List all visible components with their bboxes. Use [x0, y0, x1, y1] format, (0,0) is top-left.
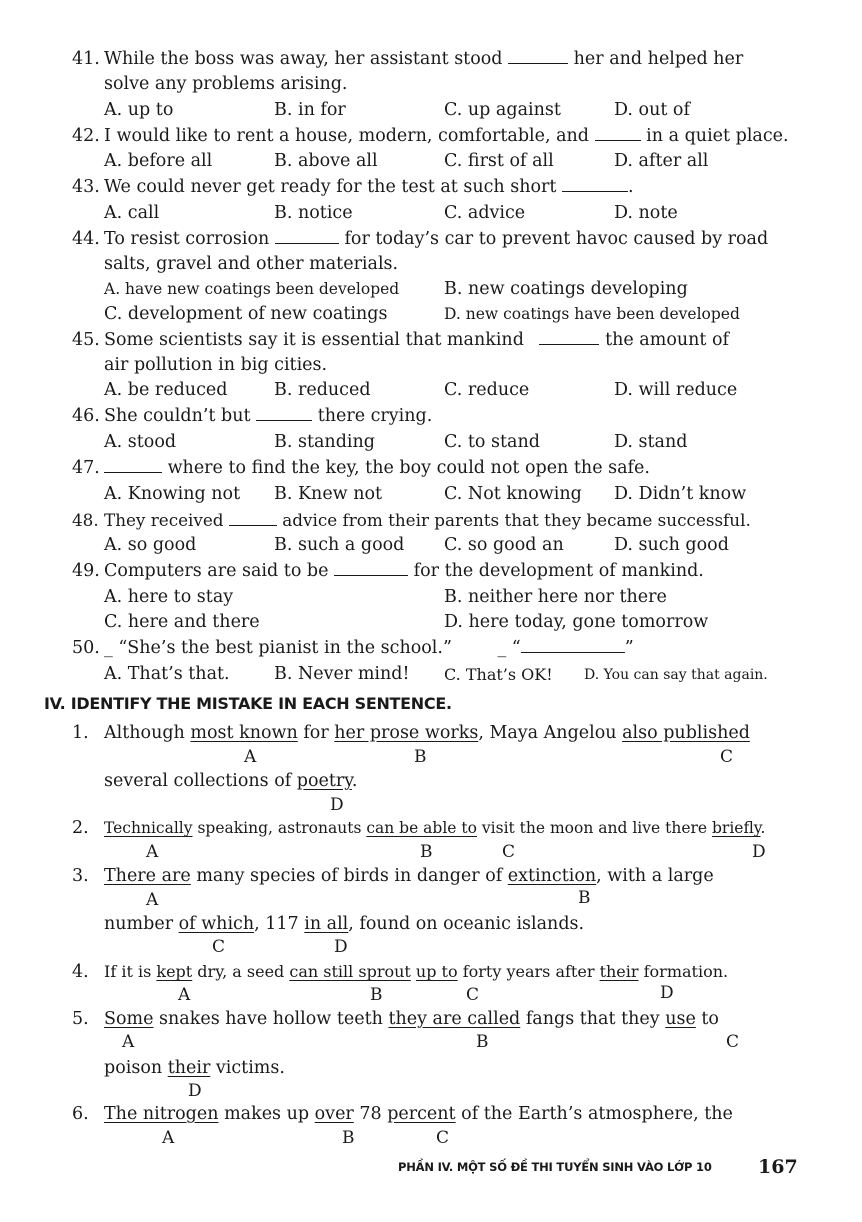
running-footer: PHẦN IV. MỘT SỐ ĐỀ THI TUYỂN SINH VÀO LỚP 10: [398, 1160, 712, 1174]
label-a: A: [178, 985, 191, 1005]
option-c: C. up against: [444, 100, 561, 120]
answer-blank: [275, 227, 339, 244]
option-d: D. here today, gone tomorrow: [444, 612, 709, 632]
option-b: B. new coatings developing: [444, 279, 688, 299]
option-a: A. have new coatings been developed: [104, 280, 400, 298]
option-c: C. first of all: [444, 151, 554, 171]
option-b: B. such a good: [274, 535, 405, 555]
option-b: B. standing: [274, 432, 375, 452]
option-c: C. to stand: [444, 432, 540, 452]
label-c: C: [436, 1128, 450, 1148]
option-d: D. such good: [614, 535, 729, 555]
answer-blank: [539, 328, 599, 345]
label-d: D: [752, 842, 766, 862]
mistake-item-5-cont: poison their victims.: [104, 1058, 285, 1078]
option-a: A. stood: [104, 432, 177, 452]
answer-blank: [508, 47, 568, 64]
question-44: 44. To resist corrosion for today’s car to prevent havoc caused by road: [72, 229, 769, 249]
option-d: D. You can say that again.: [584, 667, 768, 683]
answer-blank: [334, 559, 408, 576]
answer-blank: [562, 175, 628, 192]
option-b: B. neither here nor there: [444, 587, 667, 607]
option-d: D. out of: [614, 100, 690, 120]
question-50: 50. _ “She’s the best pianist in the school.” _ “ ”: [72, 638, 634, 658]
label-b: B: [342, 1128, 355, 1148]
label-d: D: [334, 937, 348, 957]
mistake-item-1-cont: several collections of poetry.: [104, 771, 358, 791]
option-b: B. Never mind!: [274, 664, 410, 684]
label-a: A: [146, 890, 159, 910]
question-number: 41.: [72, 49, 100, 69]
option-d: D. after all: [614, 151, 709, 171]
option-d: D. Didn’t know: [614, 484, 747, 504]
option-c: C. That’s OK!: [444, 665, 553, 684]
option-a: A. so good: [104, 535, 197, 555]
option-c: C. development of new coatings: [104, 304, 388, 324]
mistake-item-6: 6. The nitrogen makes up over 78 percent of the Earth’s atmosphere, the: [72, 1104, 733, 1124]
question-42: 42. I would like to rent a house, modern, comfortable, and in a quiet place.: [72, 126, 789, 146]
option-c: C. here and there: [104, 612, 260, 632]
option-a: A. Knowing not: [104, 484, 241, 504]
answer-blank: [521, 636, 625, 653]
option-d: D. stand: [614, 432, 688, 452]
option-d: D. will reduce: [614, 380, 738, 400]
option-a: A. call: [104, 203, 160, 223]
label-a: A: [244, 747, 257, 767]
label-a: A: [146, 842, 159, 862]
question-46: 46. She couldn’t but there crying.: [72, 406, 433, 426]
label-d: D: [660, 983, 674, 1003]
label-b: B: [578, 888, 591, 908]
answer-blank: [104, 456, 162, 473]
mistake-item-3: 3. There are many species of birds in danger of extinction, with a large: [72, 866, 714, 886]
option-c: C. advice: [444, 203, 526, 223]
option-a: A. be reduced: [104, 380, 228, 400]
option-b: B. Knew not: [274, 484, 383, 504]
label-b: B: [476, 1032, 489, 1052]
label-b: B: [370, 985, 383, 1005]
option-a: A. up to: [104, 100, 174, 120]
label-c: C: [726, 1032, 740, 1052]
question-45: 45. Some scientists say it is essential that mankind the amount of: [72, 330, 729, 350]
label-c: C: [502, 842, 516, 862]
option-a: A. before all: [104, 151, 213, 171]
question-41: 41. While the boss was away, her assistant stood her and helped her: [72, 47, 792, 72]
page-number: 167: [758, 1156, 798, 1178]
answer-blank: [595, 124, 641, 141]
mistake-item-2: 2. Technically speaking, astronauts can be able to visit the moon and live there briefly.: [72, 818, 766, 838]
label-c: C: [212, 937, 226, 957]
label-a: A: [122, 1032, 135, 1052]
answer-blank: [229, 509, 277, 526]
option-b: B. in for: [274, 100, 346, 120]
question-43: 43. We could never get ready for the test at such short .: [72, 177, 634, 197]
mistake-item-3-cont: number of which, 117 in all, found on oceanic islands.: [104, 914, 585, 934]
label-d: D: [330, 795, 344, 815]
option-c: C. so good an: [444, 535, 564, 555]
option-d: D. new coatings have been developed: [444, 305, 740, 323]
label-c: C: [466, 985, 480, 1005]
option-b: B. notice: [274, 203, 353, 223]
answer-blank: [256, 404, 312, 421]
label-c: C: [720, 747, 734, 767]
mistake-item-1: 1. Although most known for her prose works, Maya Angelou also published: [72, 723, 750, 743]
option-b: B. reduced: [274, 380, 371, 400]
option-c: C. Not knowing: [444, 484, 582, 504]
label-b: B: [420, 842, 433, 862]
question-41-cont: solve any problems arising.: [104, 74, 348, 94]
label-b: B: [414, 747, 427, 767]
question-49: 49. Computers are said to be for the development of mankind.: [72, 561, 704, 581]
option-a: A. That’s that.: [104, 664, 230, 684]
mistake-item-5: 5. Some snakes have hollow teeth they are called fangs that they use to: [72, 1009, 719, 1029]
section-heading: IV. IDENTIFY THE MISTAKE IN EACH SENTENCE.: [44, 694, 452, 713]
option-c: C. reduce: [444, 380, 530, 400]
question-48: 48. They received advice from their parents that they became successful.: [72, 510, 751, 530]
question-47: 47. where to find the key, the boy could not open the safe.: [72, 458, 650, 478]
label-d: D: [188, 1081, 202, 1101]
option-a: A. here to stay: [104, 587, 234, 607]
mistake-item-4: 4. If it is kept dry, a seed can still sprout up to forty years after their formation.: [72, 962, 729, 982]
label-a: A: [162, 1128, 175, 1148]
option-d: D. note: [614, 203, 678, 223]
option-b: B. above all: [274, 151, 378, 171]
